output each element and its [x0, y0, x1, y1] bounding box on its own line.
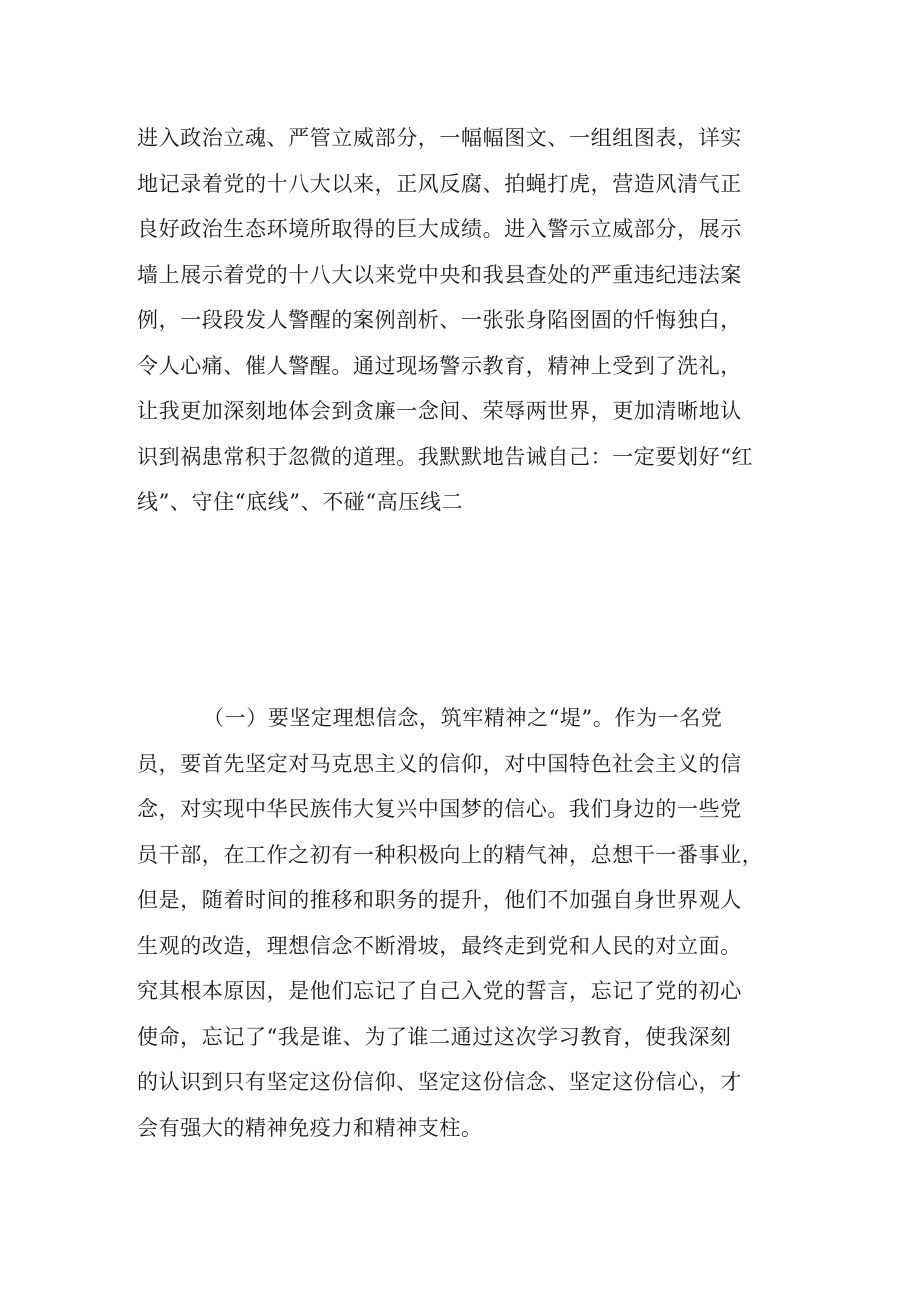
text-line: 使命，忘记了“我是谁、为了谁二通过这次学习教育，使我深刻: [137, 1024, 732, 1049]
text-line: 让我更加深刻地体会到贪廉一念间、荣辱两世界，更加清晰地认: [137, 399, 742, 423]
paragraph-warning-education: [137, 116, 797, 526]
text-line: 会有强大的精神免疫力和精神支柱。: [137, 1115, 483, 1140]
text-line: 但是，随着时间的推移和职务的提升，他们不加强自身世界观人: [137, 888, 742, 912]
text-line: 念，对实现中华民族伟大复兴中国梦的信心。我们身边的一些党: [137, 797, 742, 821]
text-line: 究其根本原因，是他们忘记了自己入党的誓言，忘记了党的初心: [137, 979, 742, 1003]
text-line: 令人心痛、催人警醒。通过现场警示教育，精神上受到了洗礼，: [137, 353, 742, 378]
text-line: 例，一段段发人警醒的案例剖析、一张张身陷囹圄的忏悔独白，: [137, 308, 742, 332]
text-line: 墙上展示着党的十八大以来党中央和我县查处的严重违纪违法案: [137, 262, 742, 287]
text-line: 员干部，在工作之初有一种积极向上的精气神，总想干一番事业，: [137, 842, 764, 867]
text-line: 良好政治生态环境所取得的巨大成绩。进入警示立威部分，展示: [137, 217, 742, 241]
text-line: 进入政治立魂、严管立威部分，一幅幅图文、一组组图表，详实: [137, 126, 742, 150]
text-line: 识到祸患常积于忽微的道理。我默默地告诫自己：一定要划好“红: [137, 444, 754, 469]
text-line-first: （一）要坚定理想信念，筑牢精神之“堤”。作为一名党: [203, 706, 723, 730]
text-line: 线”、守住“底线”、不碰“高压线二: [137, 490, 464, 514]
text-line: 员，要首先坚定对马克思主义的信仰，对中国特色社会主义的信: [137, 751, 742, 776]
text-line: 生观的改造，理想信念不断滑坡，最终走到党和人民的对立面。: [137, 933, 742, 958]
text-line: 地记录着党的十八大以来，正风反腐、拍蝇打虎，营造风清气正: [137, 171, 742, 196]
text-line: 的认识到只有坚定这份信仰、坚定这份信念、坚定这份信心，才: [137, 1070, 742, 1094]
paragraph-ideals-and-beliefs: [137, 696, 797, 1151]
